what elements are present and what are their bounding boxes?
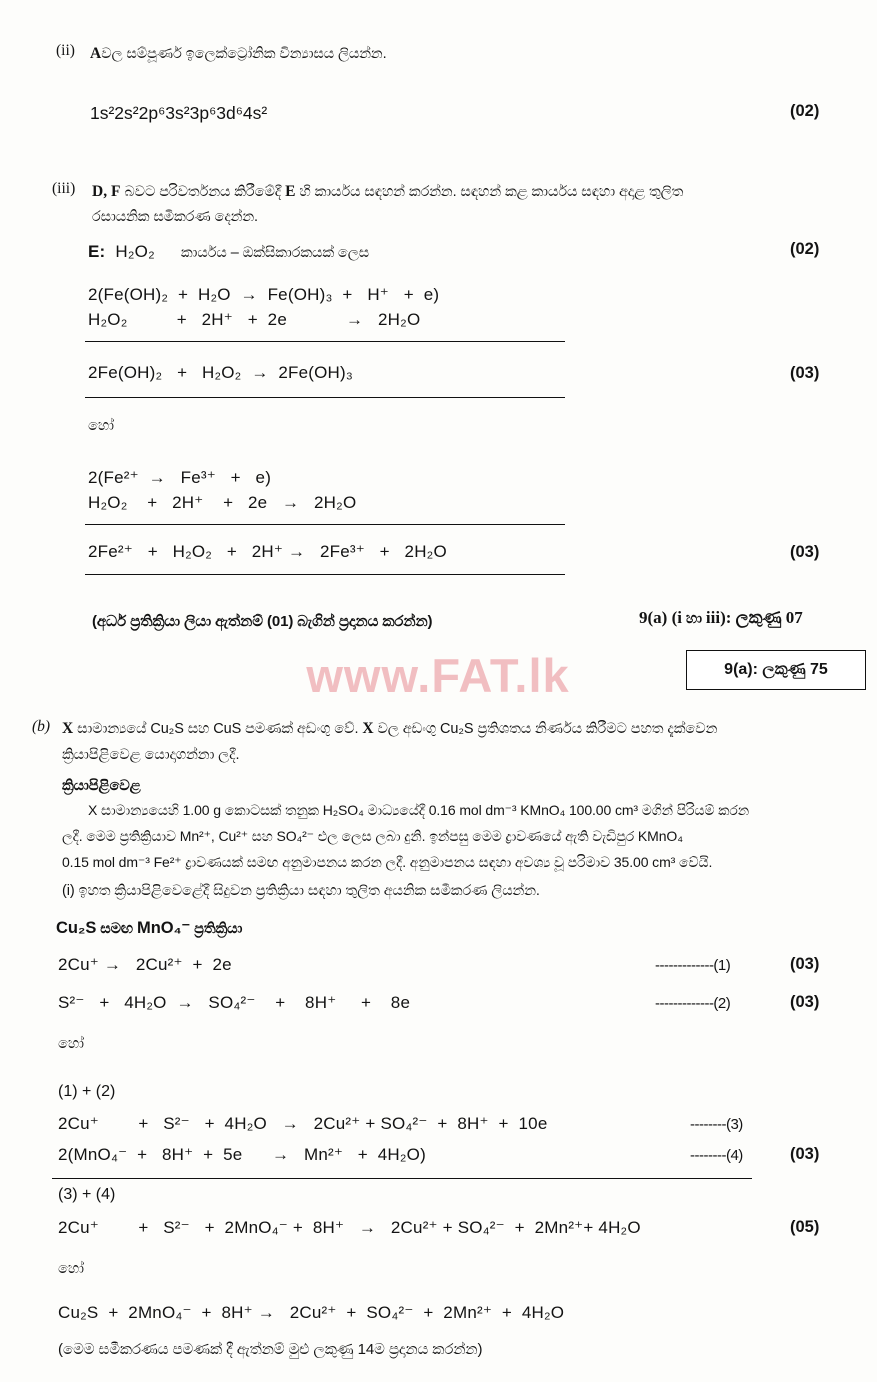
electron-configuration-value: 1s²2s²2p⁶3s²3p⁶3d⁶4s²: [90, 103, 268, 123]
sample-x-ref-1: X: [62, 720, 74, 737]
subtotal-line: [639, 608, 803, 630]
question-iii-line2: රසායනික සමීකරණ දෙන්න.: [92, 209, 258, 225]
question-iii-line1: [92, 181, 842, 203]
subtotal-prefix: 9(a) (i: [639, 608, 682, 627]
marks-equation-5: (05): [790, 1218, 820, 1236]
ionic-equation-1: 2Cu⁺ → 2Cu²⁺ + 2e: [58, 955, 232, 974]
ionic-equation-3: 2Cu⁺ + S²⁻ + 4H₂O → 2Cu²⁺ + SO₄²⁻ + 8H⁺ + 10e: [58, 1114, 548, 1133]
species-e-ref: E: [285, 183, 296, 200]
or-word-2: හෝ: [58, 1036, 84, 1052]
species-df-ref: D, F: [92, 183, 121, 200]
marks-q-iii-e: (02): [790, 240, 820, 258]
or-word-1: හෝ: [88, 418, 114, 434]
total-marks-box: [686, 650, 866, 690]
subtotal-suffix: iii): ලකුණු 07: [705, 608, 803, 627]
half-equation-2: H₂O₂ + 2H⁺ + 2e → 2H₂O: [88, 310, 421, 329]
equation-4-dash-label: --------(4): [690, 1147, 743, 1164]
procedure-line-3: 0.15 mol dm⁻³ Fe²⁺ ද්‍රාවණයක් සමඟ අනුමාපනය කරන ලදී. අනුමාපනය සඳහා අවශ්‍ය වූ පරිමාව 35.00 cm³ වේයි.: [62, 854, 713, 870]
part-b-intro-seg2: සාමාන්‍යයේ Cu₂S සහ CuS පමණක් අඩංගු වේ.: [73, 721, 363, 737]
sum-label-1-2: (1) + (2): [58, 1083, 116, 1100]
part-b-intro-line1: [62, 718, 862, 740]
equation-1-dash-label: -------------(1): [655, 957, 731, 974]
reaction-heading-mid: සමඟ: [96, 921, 137, 937]
overall-equation-1: 2Fe(OH)₂ + H₂O₂ → 2Fe(OH)₃: [88, 363, 354, 382]
equation-divider-5: [52, 1178, 752, 1179]
reaction-heading-formula-2: MnO₄⁻: [136, 919, 191, 937]
subtotal-mid: හා: [681, 611, 706, 627]
half-equation-4: H₂O₂ + 2H⁺ + 2e → 2H₂O: [88, 493, 357, 512]
total-marks-text: 9(a): ලකුණු 75: [724, 661, 828, 678]
marks-equation-1: (03): [790, 955, 820, 973]
ionic-equation-6: Cu₂S + 2MnO₄⁻ + 8H⁺ → 2Cu²⁺ + SO₄²⁻ + 2Mn²⁺ + 4H₂O: [58, 1303, 565, 1322]
procedure-heading: ක්‍රියාපිළිවෙළ: [62, 778, 141, 794]
final-marking-note: (මෙම සමීකරණය පමණක් දී ඇත්නම් මුළු ලකුණු 14ම ප්‍රදානය කරන්න): [58, 1341, 483, 1358]
half-equation-1: 2(Fe(OH)₂ + H₂O → Fe(OH)₃ + H⁺ + e): [88, 285, 440, 304]
ionic-equation-4: 2(MnO₄⁻ + 8H⁺ + 5e → Mn²⁺ + 4H₂O): [58, 1145, 426, 1164]
marks-overall-1: (03): [790, 364, 820, 382]
question-b-i: (i) ඉහත ක්‍රියාපිළිවෙළේදී සිදුවන ප්‍රතික්‍රියා සඳහා තුලිත අයනික සමීකරණ ලියන්න.: [62, 883, 540, 899]
e-role-line: [88, 242, 369, 264]
marks-q-ii: (02): [790, 102, 820, 120]
question-iii-label: (iii): [52, 180, 76, 197]
equation-divider-1: [85, 341, 565, 342]
question-ii-text: [90, 43, 830, 65]
half-equation-3: 2(Fe²⁺ → Fe³⁺ + e): [88, 468, 272, 487]
part-b-intro-seg4: වල අඩංගු Cu₂S ප්‍රතිශතය නිර්ණය කිරීමට පහත දැක්වෙන: [373, 721, 718, 737]
e-role-text: කාර්යය – ඔක්සිකාරකයක් ලෙස: [180, 245, 370, 261]
question-ii-label: (ii): [56, 42, 75, 59]
question-ii-sinhala: වල සම්පූර්ණ ඉලෙක්ට්‍රෝනික වින්‍යාසය ලියන්න.: [101, 46, 387, 62]
marks-overall-2: (03): [790, 543, 820, 561]
procedure-line-1: X සාමාන්‍යයෙහි 1.00 g කොටසක් තනුක H₂SO₄ මාධ්‍යයේදී 0.16 mol dm⁻³ KMnO₄ 100.00 cm³ මගින් පිරියම් කරන: [88, 802, 750, 818]
overall-equation-2: 2Fe²⁺ + H₂O₂ + 2H⁺ → 2Fe³⁺ + 2H₂O: [88, 542, 447, 561]
reaction-heading-suffix: ප්‍රතික්‍රියා: [190, 921, 243, 937]
reaction-heading-formula-1: Cu₂S: [56, 919, 97, 937]
site-watermark: www.FAT.lk: [306, 649, 570, 702]
equation-divider-4: [85, 574, 565, 575]
equation-divider-3: [85, 524, 565, 525]
marks-equation-2: (03): [790, 993, 820, 1011]
ionic-equation-2: S²⁻ + 4H₂O → SO₄²⁻ + 8H⁺ + 8e: [58, 993, 411, 1012]
equation-divider-2: [85, 397, 565, 398]
e-formula: H₂O₂: [115, 242, 155, 261]
question-iii-seg-c: හි කාර්යය සඳහන් කරන්න. සඳහන් කළ කාර්යය සඳහා අදාළ තුලිත: [295, 184, 684, 200]
ionic-equation-5: 2Cu⁺ + S²⁻ + 2MnO₄⁻ + 8H⁺ → 2Cu²⁺ + SO₄²⁻ + 2Mn²⁺+ 4H₂O: [58, 1218, 641, 1237]
part-b-label: (b): [32, 718, 51, 735]
species-a-ref: A: [90, 45, 102, 62]
equation-3-dash-label: --------(3): [690, 1116, 743, 1133]
procedure-line-2: ලදී. මෙම ප්‍රතික්‍රියාව Mn²⁺, Cu²⁺ සහ SO₄²⁻ එල ලෙස ලබා දුනි. ඉන්පසු මෙම ද්‍රාවණයේ ඇති වැඩිපුර KMnO₄: [62, 828, 683, 844]
question-iii-seg-a: බවට පරිවර්තනය කිරීමේදී: [120, 184, 286, 200]
marks-equation-4: (03): [790, 1145, 820, 1163]
equation-2-dash-label: -------------(2): [655, 995, 731, 1012]
electron-configuration-answer: [90, 103, 267, 124]
sample-x-ref-2: X: [362, 720, 374, 737]
part-b-intro-line2: ක්‍රියාපිළිවෙළ යොදාගන්නා ලදී.: [62, 747, 240, 763]
or-word-3: හෝ: [58, 1261, 84, 1277]
sum-label-3-4: (3) + (4): [58, 1186, 116, 1203]
reaction-heading: [56, 918, 242, 940]
marking-note: (අර්ධ ප්‍රතික්‍රියා ලියා ඇත්නම් (01) බැගින් ප්‍රදානය කරන්න): [92, 613, 433, 630]
e-label: E:: [88, 242, 106, 261]
